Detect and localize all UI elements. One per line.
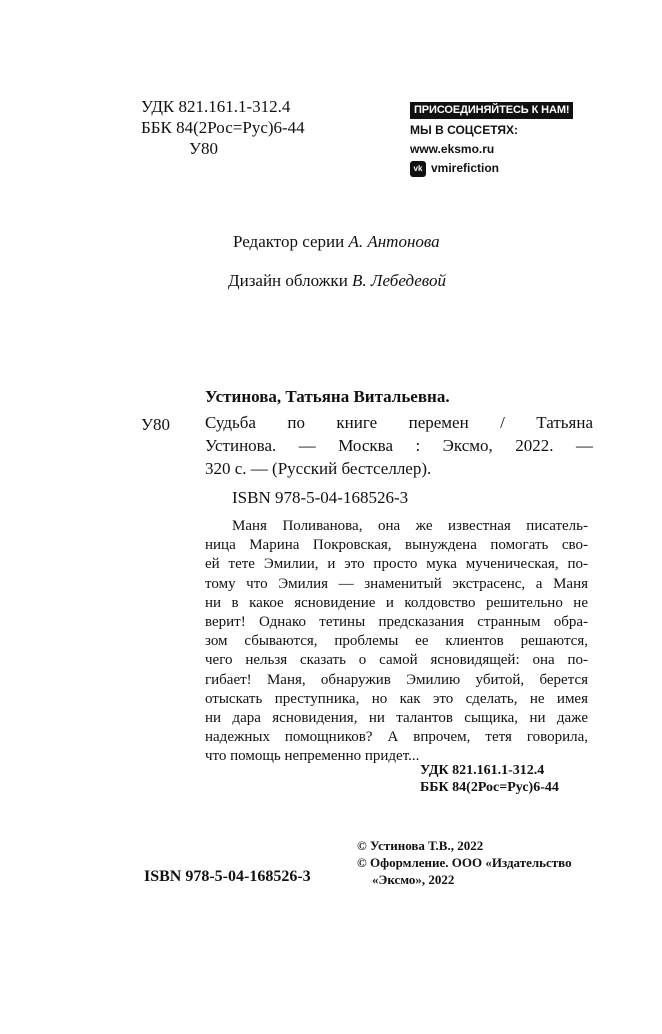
- udk-code: УДК 821.161.1-312.4: [141, 97, 291, 116]
- website-link[interactable]: www.eksmo.ru: [410, 142, 495, 156]
- copyright-publisher: «Эксмо», 2022: [372, 872, 455, 887]
- bib-author-sign: У80: [141, 415, 171, 434]
- copyright-design: © Оформление. ООО «Издательство: [357, 855, 572, 870]
- vk-icon: vk: [410, 161, 426, 177]
- annotation-line: чего нельзя сказать о самой ясновидящей: она по-: [205, 652, 588, 669]
- annotation-line: тому что Эмилия — знаменитый экстрасенс, а Маня: [205, 575, 588, 592]
- annotation-line: гибает! Маня, обнаружив Эмилию убитой, берется: [205, 671, 588, 688]
- annotation-line: что помощь непременно придет...: [205, 748, 420, 765]
- annotation-line: ни дара ясновидения, ни талантов сыщика, ни даже: [205, 710, 588, 727]
- annotation: [205, 517, 588, 767]
- series-editor-credit: [233, 231, 440, 253]
- annotation-line: отыскать преступника, но как это сделать, не имея: [205, 690, 588, 707]
- vk-handle: vmirefiction: [431, 161, 500, 175]
- annotation-line: ни в какое ясновидение и колдовство решительно не: [205, 594, 588, 611]
- cover-design-label: Дизайн обложки: [228, 271, 348, 290]
- classification-bottom: [420, 762, 559, 796]
- annotation-line: Маня Поливанова, она же известная писатель-: [232, 518, 588, 534]
- social-block: [410, 100, 610, 178]
- udk-code-bottom: УДК 821.161.1-312.4: [420, 763, 545, 778]
- author-sign-code: У80: [189, 139, 219, 158]
- author-heading: Устинова, Татьяна Витальевна.: [205, 387, 450, 406]
- series-editor-label: Редактор серии: [233, 232, 345, 251]
- annotation-line: зом сбываются, проблемы ее клиентов решаются,: [205, 633, 588, 650]
- series-editor-name: А. Антонова: [348, 232, 440, 251]
- copyright-author: © Устинова Т.В., 2022: [357, 838, 484, 853]
- bib-line: 320 с. — (Русский бестселлер).: [205, 459, 432, 478]
- bib-line: Судьба по книге перемен / Татьяна: [205, 413, 593, 432]
- isbn-record: ISBN 978-5-04-168526-3: [232, 488, 409, 507]
- cover-design-name: В. Лебедевой: [352, 271, 446, 290]
- copyright-block: [357, 837, 572, 888]
- annotation-line: надежных помощников? А впрочем, тетя говорила,: [205, 729, 588, 746]
- annotation-line: ей тете Эмилии, и это просто мука мученическая, по-: [205, 556, 588, 573]
- bib-line: Устинова. — Москва : Эксмо, 2022. —: [205, 436, 593, 455]
- networks-label: МЫ В СОЦСЕТЯХ:: [410, 123, 519, 137]
- join-us-badge: ПРИСОЕДИНЯЙТЕСЬ К НАМ!: [410, 102, 573, 119]
- vk-link[interactable]: [410, 159, 610, 178]
- bbk-code: ББК 84(2Рос=Рус)6-44: [141, 118, 305, 137]
- annotation-line: верит! Однако тетины предсказания странным обра-: [205, 614, 588, 631]
- classification-top: [141, 96, 305, 159]
- bbk-code-bottom: ББК 84(2Рос=Рус)6-44: [420, 780, 559, 795]
- isbn-bottom: ISBN 978-5-04-168526-3: [144, 868, 311, 885]
- bib-description: [205, 411, 593, 480]
- annotation-line: ница Марина Покровская, вынуждена помогать сво-: [205, 537, 588, 554]
- cover-design-credit: [228, 270, 446, 292]
